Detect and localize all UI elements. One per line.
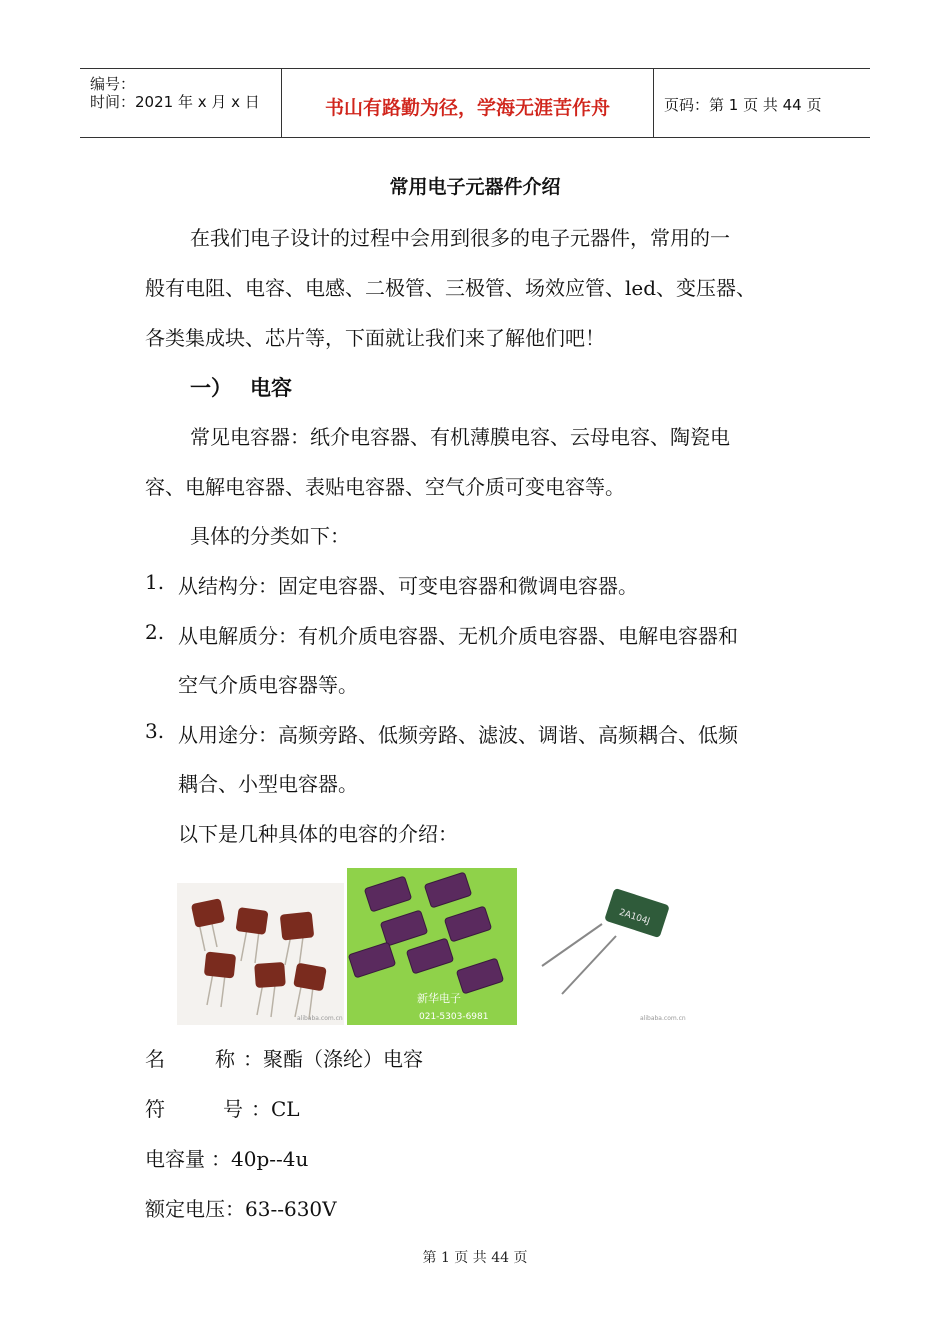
spec-cap-value: ：40p--4u: [211, 1147, 309, 1171]
time-label: 时间：2021 年 x 月 x 日: [90, 93, 260, 111]
classify-intro: 具体的分类如下：: [190, 524, 350, 548]
list-item-3-line-1: 从用途分：高频旁路、低频旁路、滤波、调谐、高频耦合、低频: [178, 723, 738, 747]
capacitors-group-icon: [177, 883, 344, 1025]
common-line-2: 容、电解电容器、表贴电容器、空气介质可变电容等。: [145, 475, 625, 499]
section-title: 电容: [250, 376, 292, 400]
capacitor-photo-2: [347, 868, 517, 1025]
spec-name-key-1: 名: [145, 1047, 165, 1071]
list-num-2: 2.: [145, 620, 165, 644]
list-item-1: 从结构分：固定电容器、可变电容器和微调电容器。: [178, 574, 638, 598]
motto: 书山有路勤为径，学海无涯苦作舟: [324, 97, 610, 119]
spec-symbol: [145, 1093, 300, 1122]
section-number: 一）: [190, 376, 232, 400]
page-footer: 第 1 页 共 44 页: [422, 1250, 528, 1266]
list-item-2-line-2: 空气介质电容器等。: [178, 673, 358, 697]
list-num-3: 3.: [145, 719, 165, 743]
img3-watermark: alibaba.com.cn: [640, 1015, 686, 1022]
document-title: 常用电子元器件介绍: [389, 176, 561, 198]
spec-name-value: ：聚酯（涤纶）电容: [243, 1047, 423, 1071]
capacitor-photo-1: [177, 883, 344, 1025]
number-label: 编号：: [90, 75, 136, 93]
spec-name-key-2: 称: [215, 1047, 235, 1071]
spec-symbol-key-2: 号: [223, 1097, 243, 1121]
list-item-3-line-2: 耦合、小型电容器。: [178, 772, 358, 796]
img2-phone: 021-5303-6981: [419, 1012, 489, 1022]
spec-voltage: [145, 1193, 337, 1222]
header-page-cell: [654, 69, 870, 137]
spec-name: [145, 1043, 423, 1072]
img1-watermark: alibaba.com.cn: [297, 1015, 343, 1022]
list-num-1: 1.: [145, 570, 165, 594]
spec-volt-key: 额定电压: [145, 1197, 225, 1221]
common-line-1: 常见电容器：纸介电容器、有机薄膜电容、云母电容、陶瓷电: [190, 425, 730, 449]
intro-line-1: 在我们电子设计的过程中会用到很多的电子元器件，常用的一: [190, 226, 730, 250]
spec-volt-value: ：63--630V: [225, 1197, 337, 1221]
page-info: 页码：第 1 页 共 44 页: [664, 96, 822, 114]
capacitor-photo-3: [524, 878, 691, 1025]
header-table: [80, 68, 870, 138]
spec-cap-key: 电容量: [145, 1147, 205, 1171]
header-meta-cell: [80, 69, 282, 137]
green-capacitor-icon: [524, 878, 691, 1025]
list-item-2-line-1: 从电解质分：有机介质电容器、无机介质电容器、电解电容器和: [178, 624, 738, 648]
intro-line-3: 各类集成块、芯片等，下面就让我们来了解他们吧！: [145, 326, 605, 350]
purple-capacitors-icon: [347, 868, 517, 1025]
spec-symbol-value: ：CL: [251, 1097, 300, 1121]
spec-capacitance: [145, 1143, 308, 1172]
spec-symbol-key-1: 符: [145, 1097, 165, 1121]
examples-intro: 以下是几种具体的电容的介绍：: [178, 822, 458, 846]
img3-marking: 2A104J: [617, 907, 651, 928]
header-motto-cell: [282, 69, 654, 137]
img2-text: 新华电子: [417, 992, 461, 1005]
intro-line-2: 般有电阻、电容、电感、二极管、三极管、场效应管、led、变压器、: [145, 276, 757, 300]
